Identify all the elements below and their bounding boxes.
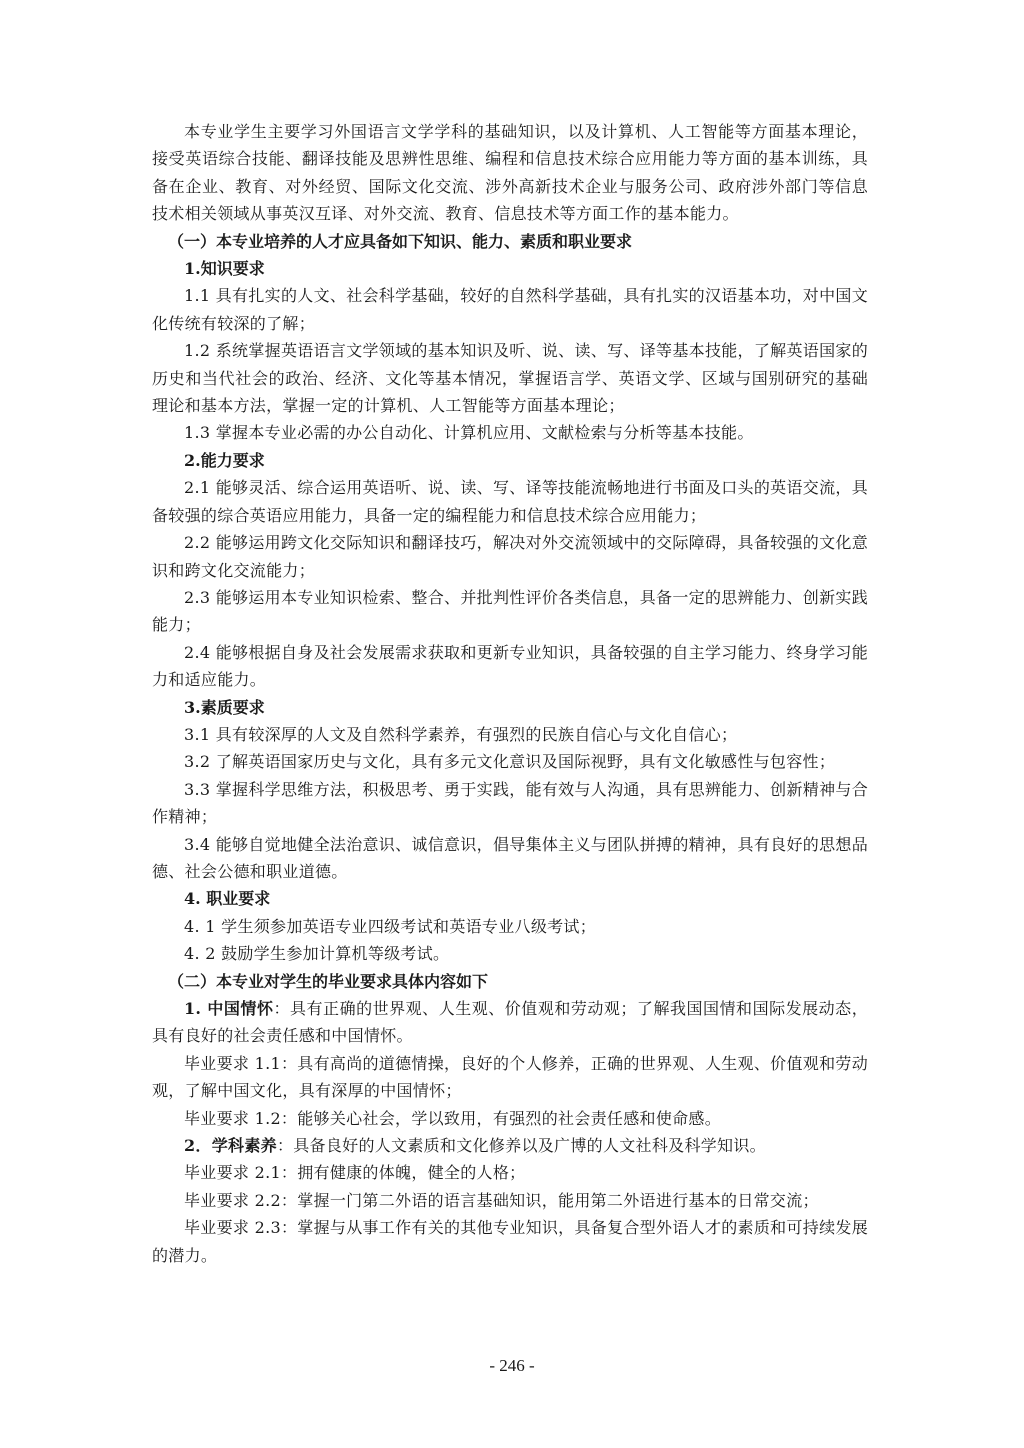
quality-item: 3.4 能够自觉地健全法治意识、诚信意识，倡导集体主义与团队拼搏的精神，具有良好的思想品德、社会公德和职业道德。 [152, 834, 868, 881]
graduation-requirement: 毕业要求 2.1：拥有健康的体魄，健全的人格； [184, 1163, 526, 1183]
ability-item: 2.4 能够根据自身及社会发展需求获取和更新专业知识，具备较强的自主学习能力、终身学习能力和适应能力。 [152, 642, 868, 690]
discipline-text: ：具备良好的人文素质和文化修养以及广博的人文社科及科学知识。 [276, 1136, 766, 1156]
document-body [152, 118, 868, 1269]
career-item: 4. 2 鼓励学生参加计算机等级考试。 [184, 944, 450, 964]
ability-item: 2.3 能够运用本专业知识检索、整合、并批判性评价各类信息，具备一定的思辨能力、创新实践能力； [152, 587, 868, 635]
china-paragraph [152, 995, 868, 1050]
graduation-requirement: 毕业要求 2.2：掌握一门第二外语的语言基础知识，能用第二外语进行基本的日常交流； [184, 1190, 819, 1210]
ability-heading: 2.能力要求 [184, 450, 265, 470]
discipline-paragraph [152, 1132, 868, 1159]
quality-heading: 3.素质要求 [184, 697, 265, 717]
graduation-requirement: 毕业要求 1.1：具有高尚的道德情操，良好的个人修养，正确的世界观、人生观、价值观和劳动观，了解中国文化，具有深厚的中国情怀； [152, 1053, 868, 1101]
quality-item: 3.3 掌握科学思维方法，积极思考、勇于实践，能有效与人沟通，具有思辨能力、创新精神与合作精神； [152, 779, 868, 827]
ability-item: 2.1 能够灵活、综合运用英语听、说、读、写、译等技能流畅地进行书面及口头的英语交流，具备较强的综合英语应用能力，具备一定的编程能力和信息技术综合应用能力； [152, 478, 868, 525]
quality-item: 3.2 了解英语国家历史与文化，具有多元文化意识及国际视野，具有文化敏感性与包容性； [184, 752, 836, 772]
section-heading-2: （二）本专业对学生的毕业要求具体内容如下 [168, 971, 489, 991]
career-item: 4. 1 学生须参加英语专业四级考试和英语专业八级考试； [184, 916, 597, 936]
knowledge-item: 1.1 具有扎实的人文、社会科学基础，较好的自然科学基础，具有扎实的汉语基本功，对中国文化传统有较深的了解； [152, 286, 868, 333]
intro-paragraph: 本专业学生主要学习外国语言文学学科的基础知识，以及计算机、人工智能等方面基本理论，接受英语综合技能、翻译技能及思辨性思维、编程和信息技术综合应用能力等方面的基本训练，具备在企业、教育、对外经贸、国际文化交流、涉外高新技术企业与服务公司、政府涉外部门等信息技术相关领域从事英汉互译、对外交流、教育、信息技术等方面工作的基本能力。 [152, 122, 868, 224]
section-heading-1: （一）本专业培养的人才应具备如下知识、能力、素质和职业要求 [168, 231, 633, 251]
ability-item: 2.2 能够运用跨文化交际知识和翻译技巧，解决对外交流领域中的交际障碍，具备较强的文化意识和跨文化交流能力； [152, 533, 868, 580]
china-label: 1. 中国情怀 [184, 999, 274, 1018]
quality-item: 3.1 具有较深厚的人文及自然科学素养，有强烈的民族自信心与文化自信心； [184, 724, 738, 744]
graduation-requirement: 毕业要求 1.2：能够关心社会，学以致用，有强烈的社会责任感和使命感。 [184, 1108, 722, 1128]
knowledge-item: 1.2 系统掌握英语语言文学领域的基本知识及听、说、读、写、译等基本技能，了解英语国家的历史和当代社会的政治、经济、文化等基本情况，掌握语言学、英语文学、区域与国别研究的基础理论和基本方法，掌握一定的计算机、人工智能等方面基本理论； [152, 341, 868, 416]
china-text: ：具有正确的世界观、人生观、价值观和劳动观；了解我国国情和国际发展动态，具有良好的社会责任感和中国情怀。 [152, 999, 868, 1046]
graduation-requirement: 毕业要求 2.3：掌握与从事工作有关的其他专业知识，具备复合型外语人才的素质和可持续发展的潜力。 [152, 1218, 868, 1265]
page-number: - 246 - [489, 1356, 535, 1375]
knowledge-item: 1.3 掌握本专业必需的办公自动化、计算机应用、文献检索与分析等基本技能。 [184, 423, 754, 443]
knowledge-heading: 1.知识要求 [184, 259, 265, 279]
discipline-label: 2．学科素养 [184, 1136, 277, 1156]
career-heading: 4. 职业要求 [184, 889, 271, 909]
